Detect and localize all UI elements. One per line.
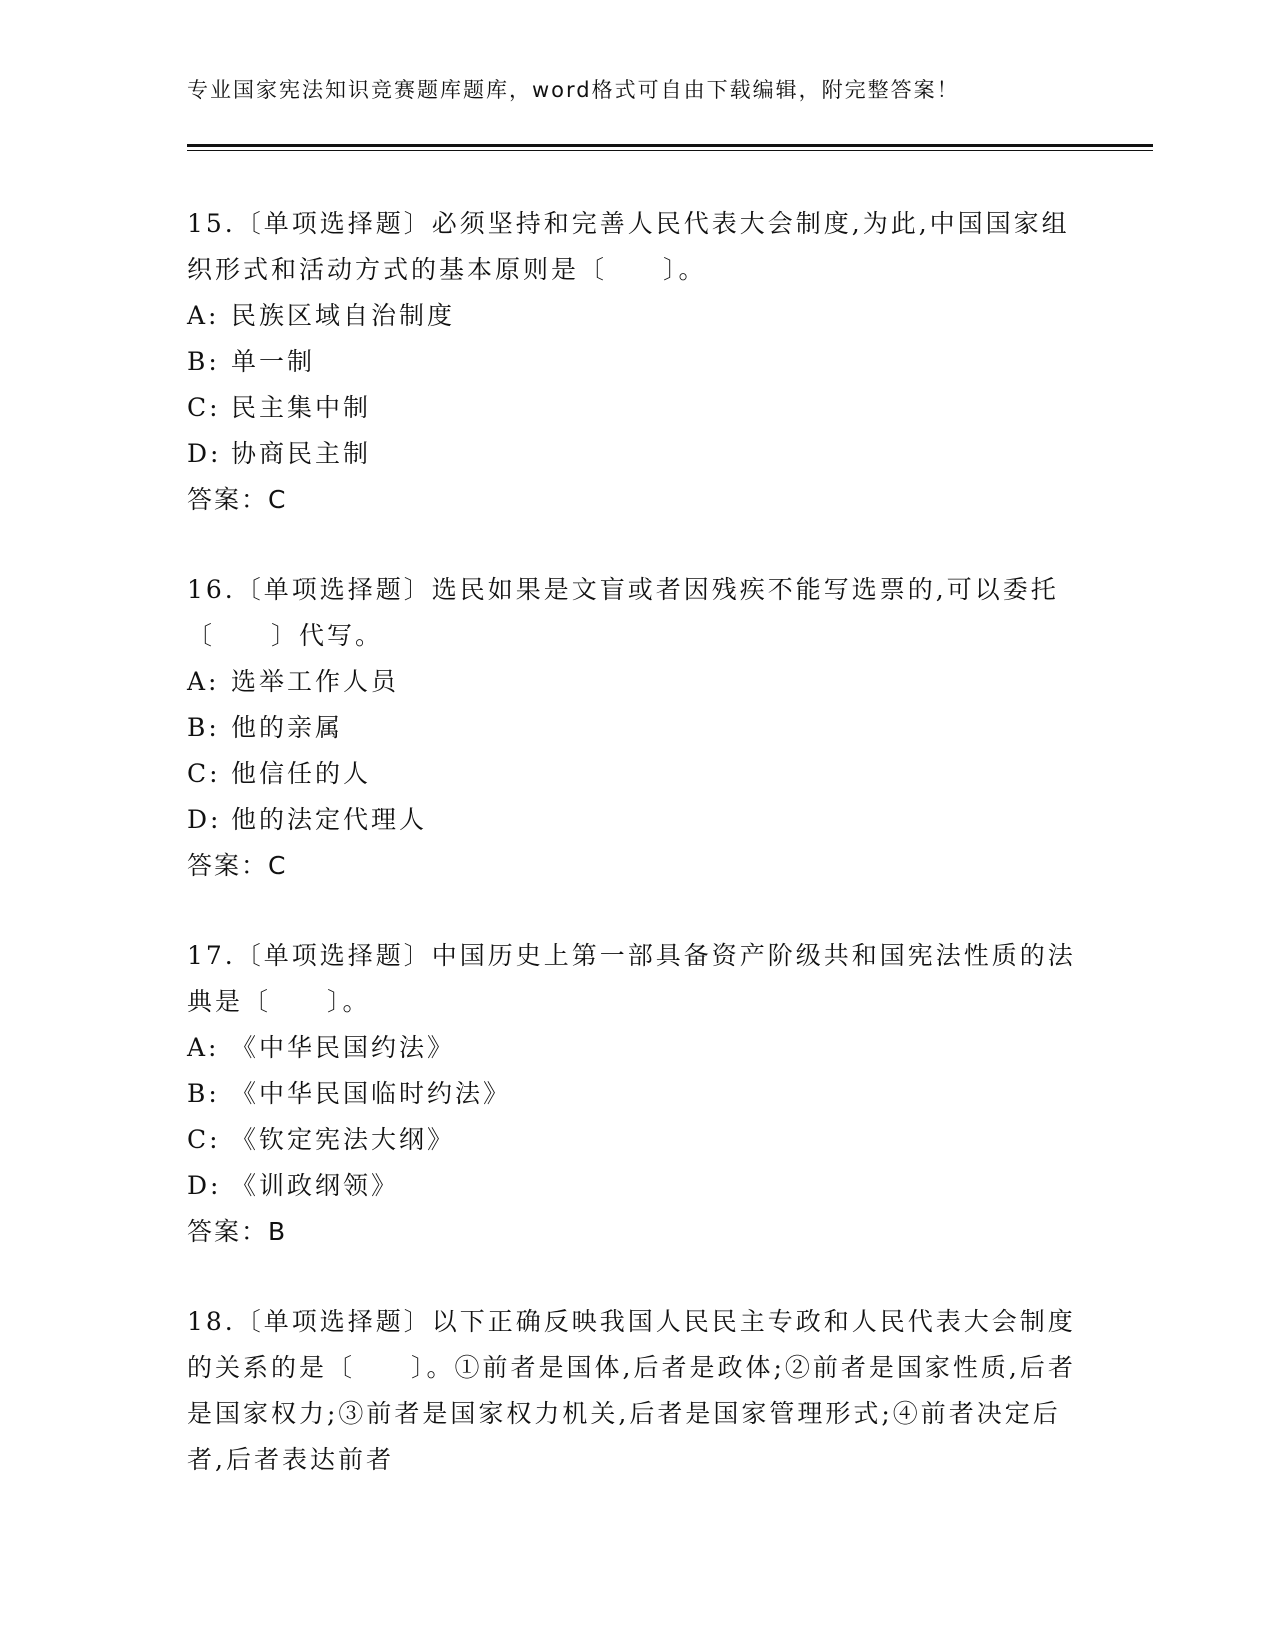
option-text: 选举工作人员 xyxy=(231,667,400,696)
option-text: 《钦定宪法大纲》 xyxy=(231,1125,456,1154)
option-key: C: xyxy=(187,759,221,788)
option-text: 他的亲属 xyxy=(231,713,344,742)
option-a xyxy=(187,1025,1087,1071)
option-text: 协商民主制 xyxy=(231,439,372,468)
question-16 xyxy=(187,567,1087,889)
option-key: B: xyxy=(187,713,220,742)
header-rule-thick xyxy=(187,144,1153,147)
option-c xyxy=(187,1117,1087,1163)
option-b xyxy=(187,339,1087,385)
option-key: A: xyxy=(187,1033,220,1062)
option-a xyxy=(187,293,1087,339)
option-key: D: xyxy=(187,805,222,834)
option-b xyxy=(187,1071,1087,1117)
page-header: 专业国家宪法知识竞赛题库题库，word格式可自由下载编辑，附完整答案！ xyxy=(187,78,960,102)
option-key: C: xyxy=(187,1125,221,1154)
option-d xyxy=(187,797,1087,843)
option-text: 单一制 xyxy=(231,347,316,376)
option-c xyxy=(187,385,1087,431)
option-key: D: xyxy=(187,1171,222,1200)
option-text: 《中华民国临时约法》 xyxy=(231,1079,512,1108)
option-text: 他的法定代理人 xyxy=(231,805,428,834)
option-key: A: xyxy=(187,667,220,696)
question-text: 15.〔单项选择题〕必须坚持和完善人民代表大会制度,为此,中国国家组织形式和活动方式的基本原则是〔 〕。 xyxy=(187,209,1070,284)
question-text: 16.〔单项选择题〕选民如果是文盲或者因残疾不能写选票的,可以委托〔 〕代写。 xyxy=(187,575,1059,650)
question-list xyxy=(187,201,1087,1527)
option-text: 民主集中制 xyxy=(231,393,372,422)
answer: 答案：C xyxy=(187,485,288,514)
question-text: 18.〔单项选择题〕以下正确反映我国人民民主专政和人民代表大会制度的关系的是〔 〕。①前者是国体,后者是政体;②前者是国家性质,后者是国家权力;③前者是国家权力机关,后者是国家管理形式;④前者决定后者,后者表达前者 xyxy=(187,1307,1076,1474)
option-d xyxy=(187,431,1087,477)
option-text: 《中华民国约法》 xyxy=(231,1033,456,1062)
answer: 答案：C xyxy=(187,851,288,880)
option-text: 他信任的人 xyxy=(231,759,372,788)
option-key: D: xyxy=(187,439,222,468)
question-18 xyxy=(187,1299,1087,1483)
question-15 xyxy=(187,201,1087,523)
question-text: 17.〔单项选择题〕中国历史上第一部具备资产阶级共和国宪法性质的法典是〔 〕。 xyxy=(187,941,1076,1016)
option-key: B: xyxy=(187,1079,220,1108)
option-c xyxy=(187,751,1087,797)
option-d xyxy=(187,1163,1087,1209)
option-key: C: xyxy=(187,393,221,422)
option-b xyxy=(187,705,1087,751)
option-key: B: xyxy=(187,347,220,376)
answer: 答案：B xyxy=(187,1217,288,1246)
option-a xyxy=(187,659,1087,705)
question-17 xyxy=(187,933,1087,1255)
option-key: A: xyxy=(187,301,220,330)
header-rule-thin xyxy=(187,150,1153,151)
option-text: 《训政纲领》 xyxy=(231,1171,400,1200)
option-text: 民族区域自治制度 xyxy=(231,301,456,330)
